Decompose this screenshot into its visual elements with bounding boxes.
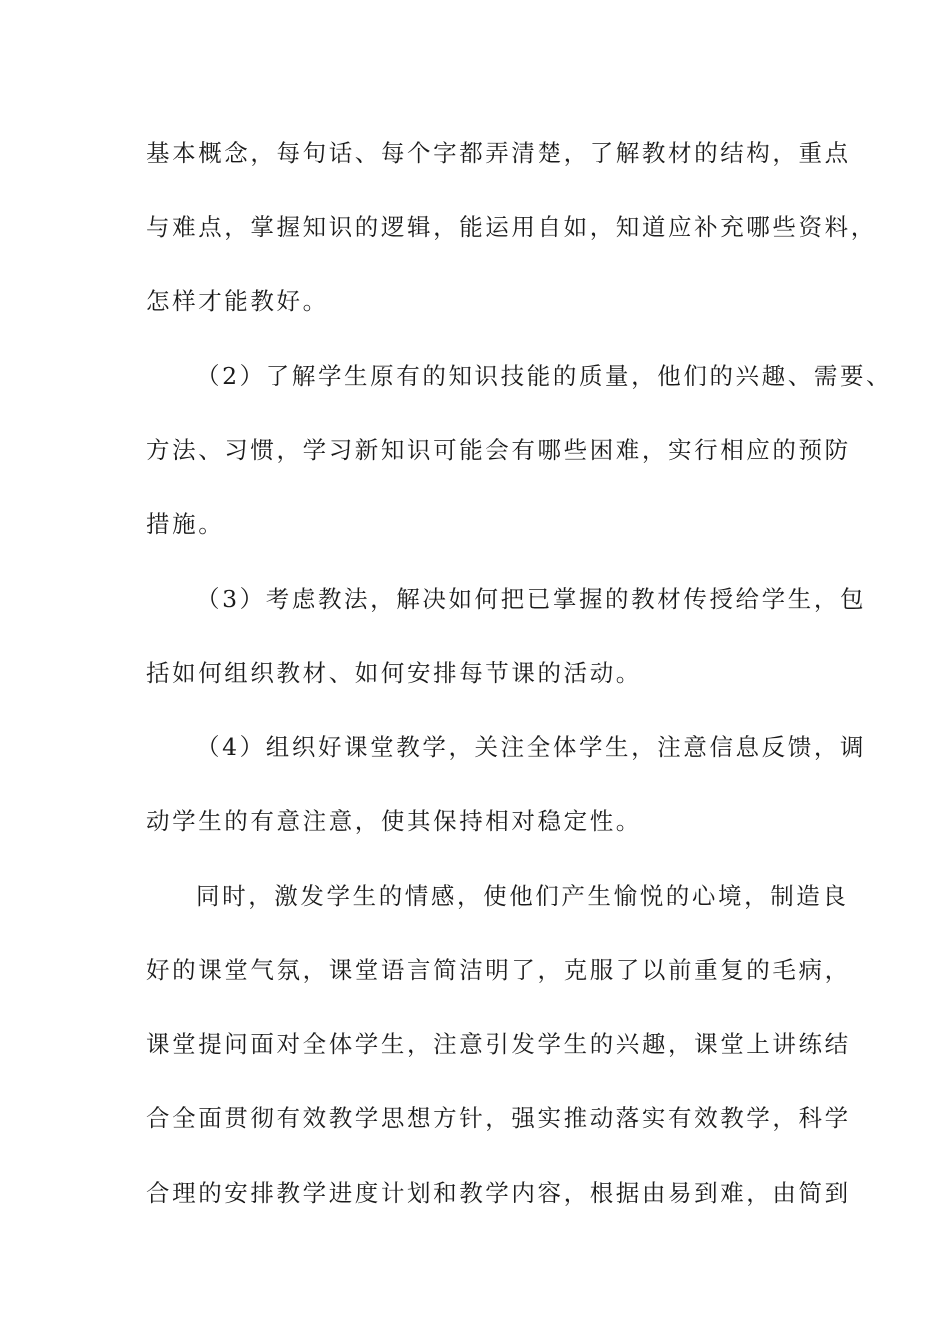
paragraph-5-start: 同时，激发学生的情感，使他们产生愉悦的心境，制造良: [196, 882, 849, 910]
text-line: 动学生的有意注意，使其保持相对稳定性。: [146, 807, 642, 835]
paragraph-3-start: （3）考虑教法，解决如何把已掌握的教材传授给学生，包: [196, 585, 867, 613]
text-line: 怎样才能教好。: [146, 287, 329, 315]
paragraph-2-start: （2）了解学生原有的知识技能的质量，他们的兴趣、需要、: [196, 362, 893, 390]
text-line: 括如何组织教材、如何安排每节课的活动。: [146, 659, 642, 687]
text-line: 与难点，掌握知识的逻辑，能运用自如，知道应补充哪些资料，: [146, 213, 877, 241]
text-line: 好的课堂气氛，课堂语言简洁明了，克服了以前重复的毛病，: [146, 956, 851, 984]
text-line: 基本概念，每句话、每个字都弄清楚，了解教材的结构，重点: [146, 139, 851, 167]
text-line: 合理的安排教学进度计划和教学内容，根据由易到难，由简到: [146, 1179, 851, 1207]
text-line: 课堂提问面对全体学生，注意引发学生的兴趣，课堂上讲练结: [146, 1030, 851, 1058]
text-line: 合全面贯彻有效教学思想方针，强实推动落实有效教学，科学: [146, 1104, 851, 1132]
paragraph-4-start: （4）组织好课堂教学，关注全体学生，注意信息反馈，调: [196, 733, 867, 761]
text-line: 方法、习惯，学习新知识可能会有哪些困难，实行相应的预防: [146, 436, 851, 464]
text-line: 措施。: [146, 510, 225, 538]
